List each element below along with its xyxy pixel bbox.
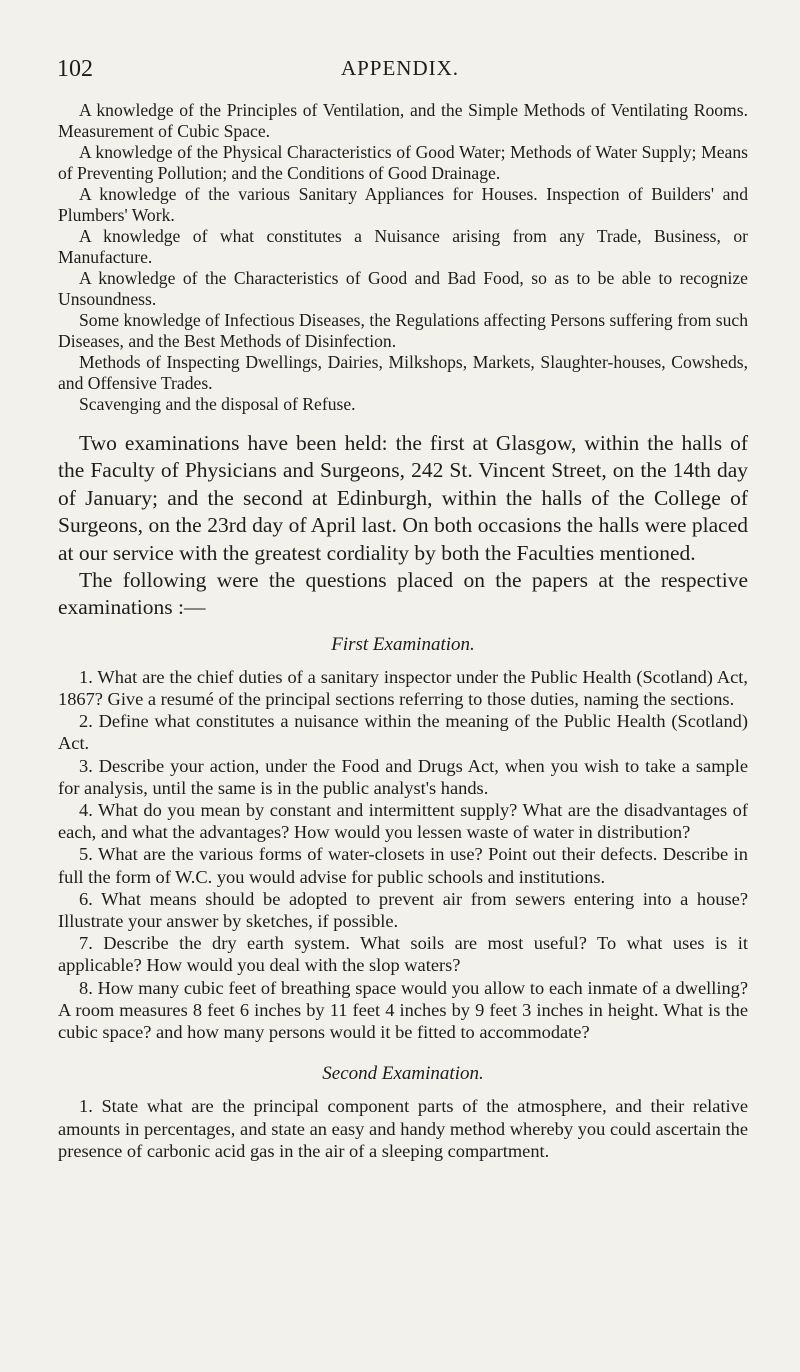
question-item: 4. What do you mean by constant and intermittent supply? What are the disadvantages of each, and what the advantages? How would you lessen waste of water in distribution? [58, 800, 748, 843]
page-number: 102 [57, 56, 93, 82]
question-item: 5. What are the various forms of water-closets in use? Point out their defects. Describe in full the form of W.C. you would advise for public schools and institutions. [58, 844, 748, 887]
question-item: 1. What are the chief duties of a sanitary inspector under the Public Health (Scotland) Act, 1867? Give a resumé of the principal sections referring to those duties, naming the sections. [58, 666, 748, 710]
question-item: 7. Describe the dry earth system. What soils are most useful? To what uses is it applicable? How would you deal with the slop waters? [58, 933, 748, 976]
syllabus-item: A knowledge of the various Sanitary Appliances for Houses. Inspection of Builders' and Plumbers' Work. [58, 184, 748, 225]
page-header [0, 56, 800, 86]
syllabus-item: Methods of Inspecting Dwellings, Dairies, Milkshops, Markets, Slaughter-houses, Cowsheds, and Offensive Trades. [58, 352, 748, 393]
body-paragraph: The following were the questions placed on the papers at the respective examinations :— [58, 568, 748, 620]
syllabus-item: Scavenging and the disposal of Refuse. [79, 394, 356, 414]
body-paragraph: Two examinations have been held: the first at Glasgow, within the halls of the Faculty of Physicians and Surgeons, 242 St. Vincent Street, on the 14th day of January; and the second at Edinburgh, within the halls of the College of Surgeons, on the 23rd day of April last. On both occasions the halls were placed at our service with the greatest cordiality by both the Faculties mentioned. [58, 431, 748, 565]
second-examination-questions [58, 1095, 748, 1162]
first-examination-heading: First Examination. [331, 633, 475, 655]
question-item: 6. What means should be adopted to prevent air from sewers entering into a house? Illustrate your answer by sketches, if possible. [58, 888, 748, 932]
question-item: 1. State what are the principal component parts of the atmosphere, and their relative amounts in percentages, and state an easy and handy method whereby you could ascertain the presence of carbonic acid gas in the air of a sleeping compartment. [58, 1096, 748, 1161]
syllabus-item: Some knowledge of Infectious Diseases, the Regulations affecting Persons suffering from such Diseases, and the Best Methods of Disinfection. [58, 310, 748, 351]
body-text [58, 430, 748, 622]
question-item: 2. Define what constitutes a nuisance within the meaning of the Public Health (Scotland) Act. [58, 711, 748, 754]
second-examination-heading: Second Examination. [322, 1063, 484, 1085]
first-examination-questions [58, 666, 748, 1043]
syllabus-item: A knowledge of the Characteristics of Good and Bad Food, so as to be able to recognize Unsoundness. [58, 268, 748, 309]
question-item: 3. Describe your action, under the Food and Drugs Act, when you wish to take a sample for analysis, until the same is in the public analyst's hands. [58, 755, 748, 798]
syllabus-item: A knowledge of what constitutes a Nuisance arising from any Trade, Business, or Manufacture. [58, 226, 748, 267]
syllabus-item: A knowledge of the Physical Characteristics of Good Water; Methods of Water Supply; Means of Preventing Pollution; and the Conditions of Good Drainage. [58, 142, 748, 183]
syllabus-list [58, 100, 748, 415]
page-content [58, 100, 748, 1162]
question-item: 8. How many cubic feet of breathing space would you allow to each inmate of a dwelling? A room measures 8 feet 6 inches by 11 feet 4 inches by 9 feet 3 inches in height. What is the cubic space? and how many persons would it be fitted to accommodate? [58, 977, 748, 1043]
running-title: APPENDIX. [340, 56, 460, 80]
syllabus-item: A knowledge of the Principles of Ventilation, and the Simple Methods of Ventilating Rooms. Measurement of Cubic Space. [58, 100, 748, 141]
